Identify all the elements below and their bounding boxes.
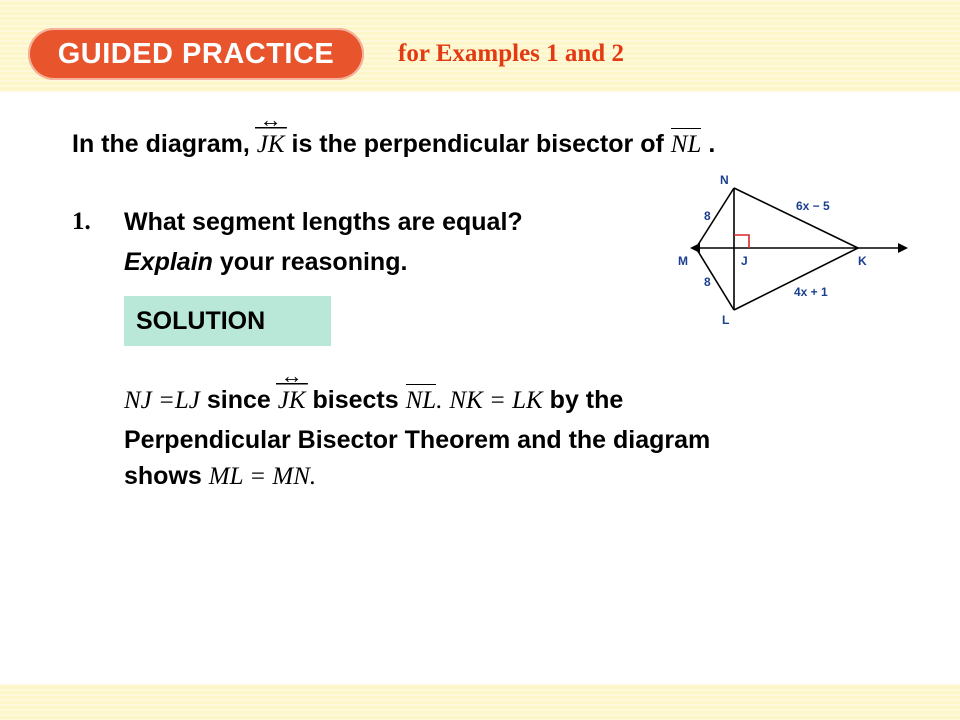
solution-label: SOLUTION [136,306,266,335]
explain-word: Explain [124,248,213,276]
arrow-right-icon [898,243,908,253]
answer-shows: shows [124,462,202,490]
segment-nk [734,188,858,248]
solution-label-box [124,296,331,346]
question-line-1: What segment lengths are equal? [124,208,523,236]
answer-line-jk: JK ↔ [278,387,306,415]
kite-diagram [668,168,914,328]
answer-bisects: bisects [312,386,399,414]
intro-sentence [72,130,715,159]
footer-band [0,684,960,720]
guided-practice-badge [28,28,364,80]
answer-by-the: by the [549,386,624,414]
point-label-k: K [858,254,867,268]
point-label-j: J [741,254,748,268]
point-label-l: L [722,313,730,327]
question-line-2 [124,248,407,277]
segment-ml [696,248,734,310]
examples-subtitle: for Examples 1 and 2 [398,40,624,67]
point-label-n: N [720,173,729,187]
length-label-lk: 4x + 1 [794,285,828,299]
answer-since: since [206,386,271,414]
line-jk: JK ↔ [257,131,285,159]
badge-label: GUIDED PRACTICE [57,37,335,70]
question-line-2-rest: your reasoning. [219,248,408,276]
length-label-ml: 8 [704,275,711,289]
right-angle-mark [734,235,749,248]
point-label-m: M [678,254,688,268]
intro-text-2: is the perpendicular bisector of [291,130,664,158]
answer-ml-mn: ML = MN. [208,463,317,490]
segment-nm [696,188,734,248]
intro-text-1: In the diagram, [72,130,250,158]
segment-lk [734,248,858,310]
answer-line-3 [124,462,316,491]
answer-nj-lj: NJ =LJ [124,387,200,414]
answer-segment-nl: NL [405,387,437,414]
intro-period: . [708,130,716,158]
answer-line-2: Perpendicular Bisector Theorem and the diagram [124,426,711,454]
question-number: 1. [72,208,91,235]
answer-line-1 [124,386,623,415]
answer-period: . [436,387,443,414]
answer-nk-lk: NK = LK [449,387,543,414]
length-label-nk: 6x − 5 [796,199,830,213]
arrow-left-icon [690,243,700,253]
length-label-mn: 8 [704,209,711,223]
segment-nl: NL [670,131,702,158]
